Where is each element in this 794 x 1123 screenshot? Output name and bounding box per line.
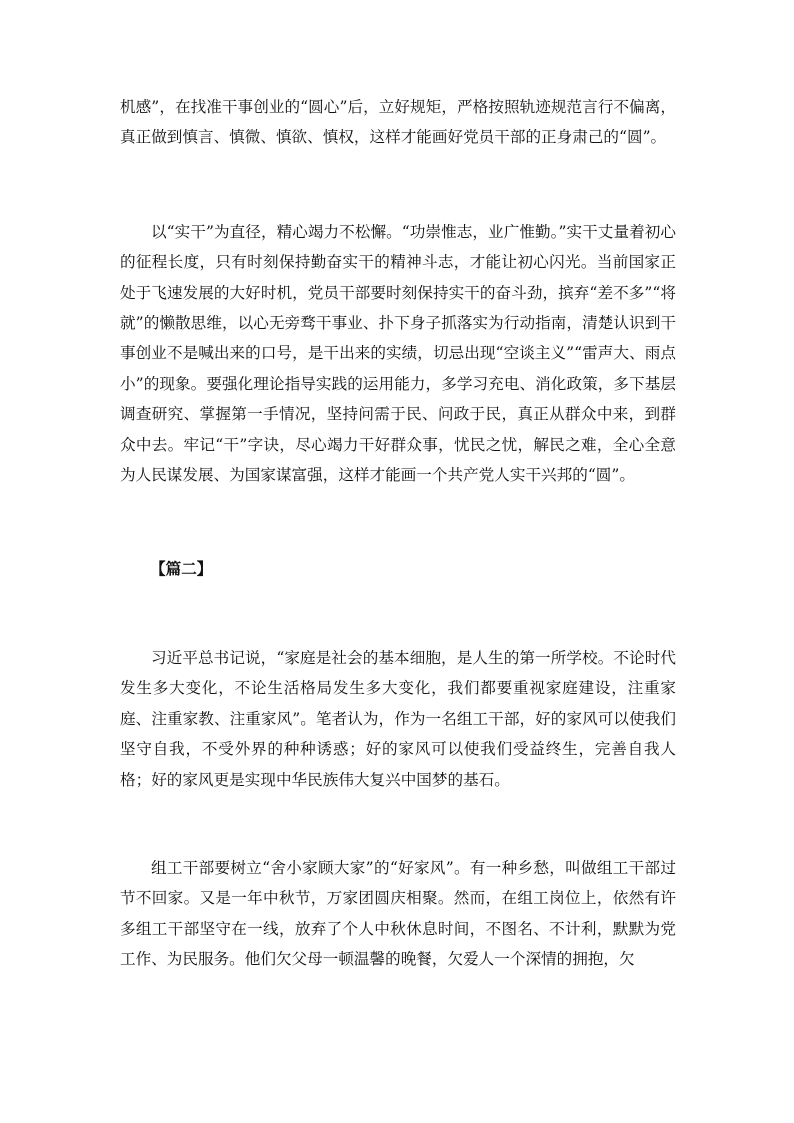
paragraph-shigan: 以“实干”为直径，精心竭力不松懈。“功崇惟志，业广惟勤。”实干丈量着初心的征程长度，只有时刻保持勤奋实干的精神斗志，才能让初心闪光。当前国家正处于飞速发展的大好时机，党员干部要时刻保持实干的奋斗劲，摈弃“差不多”“将就”的懒散思维，以心无旁骛干事业、扑下身子抓落实为行动指南，清楚认识到干事创业不是喊出来的口号，是干出来的实绩，切忌出现“空谈主义”“雷声大、雨点小”的现象。要强化理论指导实践的运用能力，多学习充电、消化政策，多下基层调查研究、掌握第一手情况，坚持问需于民、问政于民，真正从群众中来，到群众中去。牢记“干”字诀，尽心竭力干好群众事，忧民之忧，解民之难，全心全意为人民谋发展、为国家谋富强，这样才能画一个共产党人实干兴邦的“圆”。 [120,222,676,485]
paragraph-continuation: 机感”，在找准干事创业的“圆心”后，立好规矩，严格按照轨迹规范言行不偏离，真正做到慎言、慎微、慎欲、慎权，这样才能画好党员干部的正身肃己的“圆”。 [120,98,676,147]
paragraph-gap [120,153,676,217]
paragraph-jiafeng-quote: 习近平总书记说，“家庭是社会的基本细胞，是人生的第一所学校。不论时代发生多大变化，不论生活格局发生多大变化，我们都要重视家庭建设，注重家庭、注重家教、注重家风”。笔者认为，作为一名组工干部，好的家风可以使我们坚守自我，不受外界的种种诱惑；好的家风可以使我们受益终生，完善自我人格；好的家风更是实现中华民族伟大复兴中国梦的基石。 [120,648,676,789]
paragraph-gap [120,490,676,554]
section-heading: 【篇二】 [150,559,213,579]
paragraph-zugong: 组工干部要树立“舍小家顾大家”的“好家风”。有一种乡愁，叫做组工干部过节不回家。又是一年中秋节，万家团圆庆相聚。然而，在组工岗位上，依然有许多组工干部坚守在一线，放弃了个人中秋休息时间，不图名、不计利，默默为党工作、为民服务。他们欠父母一顿温馨的晚餐，欠爱人一个深情的拥抱，欠 [120,858,676,969]
paragraph-gap [120,795,676,853]
document-page [120,92,676,975]
paragraph-gap [120,585,676,643]
